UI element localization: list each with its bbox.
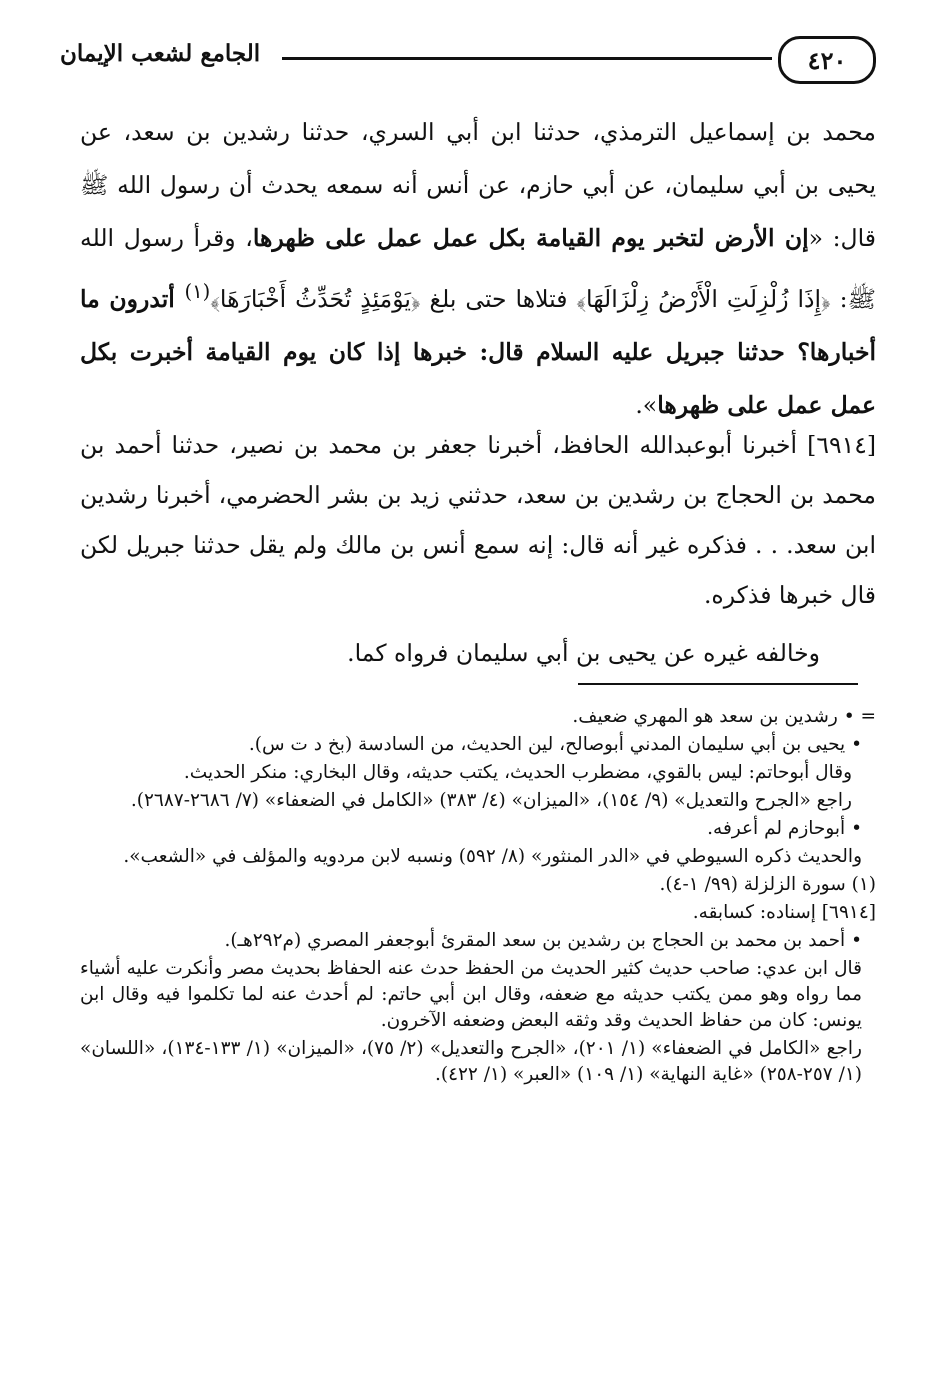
hadith-6914: [٦٩١٤] أخبرنا أبوعبدالله الحافظ، أخبرنا جعفر بن محمد بن نصير، حدثنا أحمد بن محمد بن الحجاج بن رشدين بن سعد، حدثني زيد بن بشر الحضرمي، أخبرنا رشدين ابن سعد. . . فذكره غير أنه قال: إنه سمع أنس بن مالك ولم يقل حدثنا جبريل لكن قال خبرها فذكره. [80, 431, 876, 609]
footnote-line: • أحمد بن محمد بن الحجاج بن رشدين بن سعد المقرئ أبوجعفر المصري (م٢٩٢هـ). [224, 930, 862, 951]
footnote-line: • يحيى بن أبي سليمان المدني أبوصالح، لين الحديث، من السادسة (بخ د ت س). [248, 734, 862, 755]
footnote-line: [٦٩١٤] إسناده: كسابقه. [692, 902, 876, 923]
footnote-line: (١) سورة الزلزلة (٩٩/ ١-٤). [659, 874, 876, 895]
hadith-quran-quote: ، وقرأ رسول الله ﷺ: ﴿إِذَا زُلْزِلَتِ الْأَرْضُ زِلْزَالَهَا﴾ فتلاها حتى بلغ ﴿يَوْمَئِذٍ تُحَدِّثُ أَخْبَارَهَا﴾ [80, 224, 876, 313]
footnote-line: • أبوحازم لم أعرفه. [707, 818, 862, 839]
footnote-line: والحديث ذكره السيوطي في «الدر المنثور» (٨/ ٥٩٢) ونسبه لابن مردويه والمؤلف في «الشعب». [123, 846, 862, 867]
book-title: الجامع لشعب الإيمان [60, 40, 261, 67]
header-rule [282, 57, 772, 60]
footnote-ref: (١) [184, 280, 211, 303]
hadith-matn-a: إن الأرض لتخبر يوم القيامة بكل عمل عمل على ظهرها [252, 224, 809, 252]
transition-line: وخالفه غيره عن يحيى بن أبي سليمان فرواه كما. [347, 639, 820, 667]
footnote-line: وقال أبوحاتم: ليس بالقوي، مضطرب الحديث، يكتب حديثه، وقال البخاري: منكر الحديث. [183, 762, 852, 783]
page-number: ٤٢٠ [778, 36, 876, 84]
hadith-end: ». [635, 390, 658, 419]
hadith-paragraph [80, 106, 876, 432]
footnote-line: = • رشدين بن سعد هو المهري ضعيف. [572, 706, 876, 727]
footnote-rule [578, 683, 858, 685]
footnotes [80, 704, 876, 1090]
footnote-line: راجع «الكامل في الضعفاء» (١/ ٢٠١)، «الجرح والتعديل» (٢/ ٧٥)، «الميزان» (١/ ١٣٣-١٣٤)، «اللسان» (١/ ٢٥٧-٢٥٨) «غاية النهاية» (١/ ١٠٩) «العبر» (١/ ٤٢٢). [80, 1038, 862, 1085]
footnote-line: راجع «الجرح والتعديل» (٩/ ١٥٤)، «الميزان» (٤/ ٣٨٣) «الكامل في الضعفاء» (٧/ ٢٦٨٦-٢٦٨٧). [130, 790, 852, 811]
hadith-isnad: محمد بن إسماعيل الترمذي، حدثنا ابن أبي السري، حدثنا رشدين بن سعد، عن يحيى بن أبي سليمان، عن أبي حازم، عن أنس أنه سمعه يحدث أن رسول الله ﷺ قال: « [80, 118, 877, 252]
page-header [60, 36, 876, 84]
hadith-matn-b: أتدرون ما أخبارها؟ حدثنا جبريل عليه السلام قال: خبرها إذا كان يوم القيامة أخبرت بكل عمل عمل على ظهرها [80, 284, 876, 419]
footnote-line: قال ابن عدي: صاحب حديث كثير الحديث من الحفظ حدث عنه الحفاظ بحديث مصر وأنكرت عليه أشياء مما رواه وهو ممن يكتب حديثه مع ضعفه، وقال ابن أبي حاتم: لم أحدث عنه لما تكلموا فيه وقال ابن يونس: كان من حفاظ الحديث وقد وثقه البعض وضعفه الآخرون. [80, 958, 862, 1031]
